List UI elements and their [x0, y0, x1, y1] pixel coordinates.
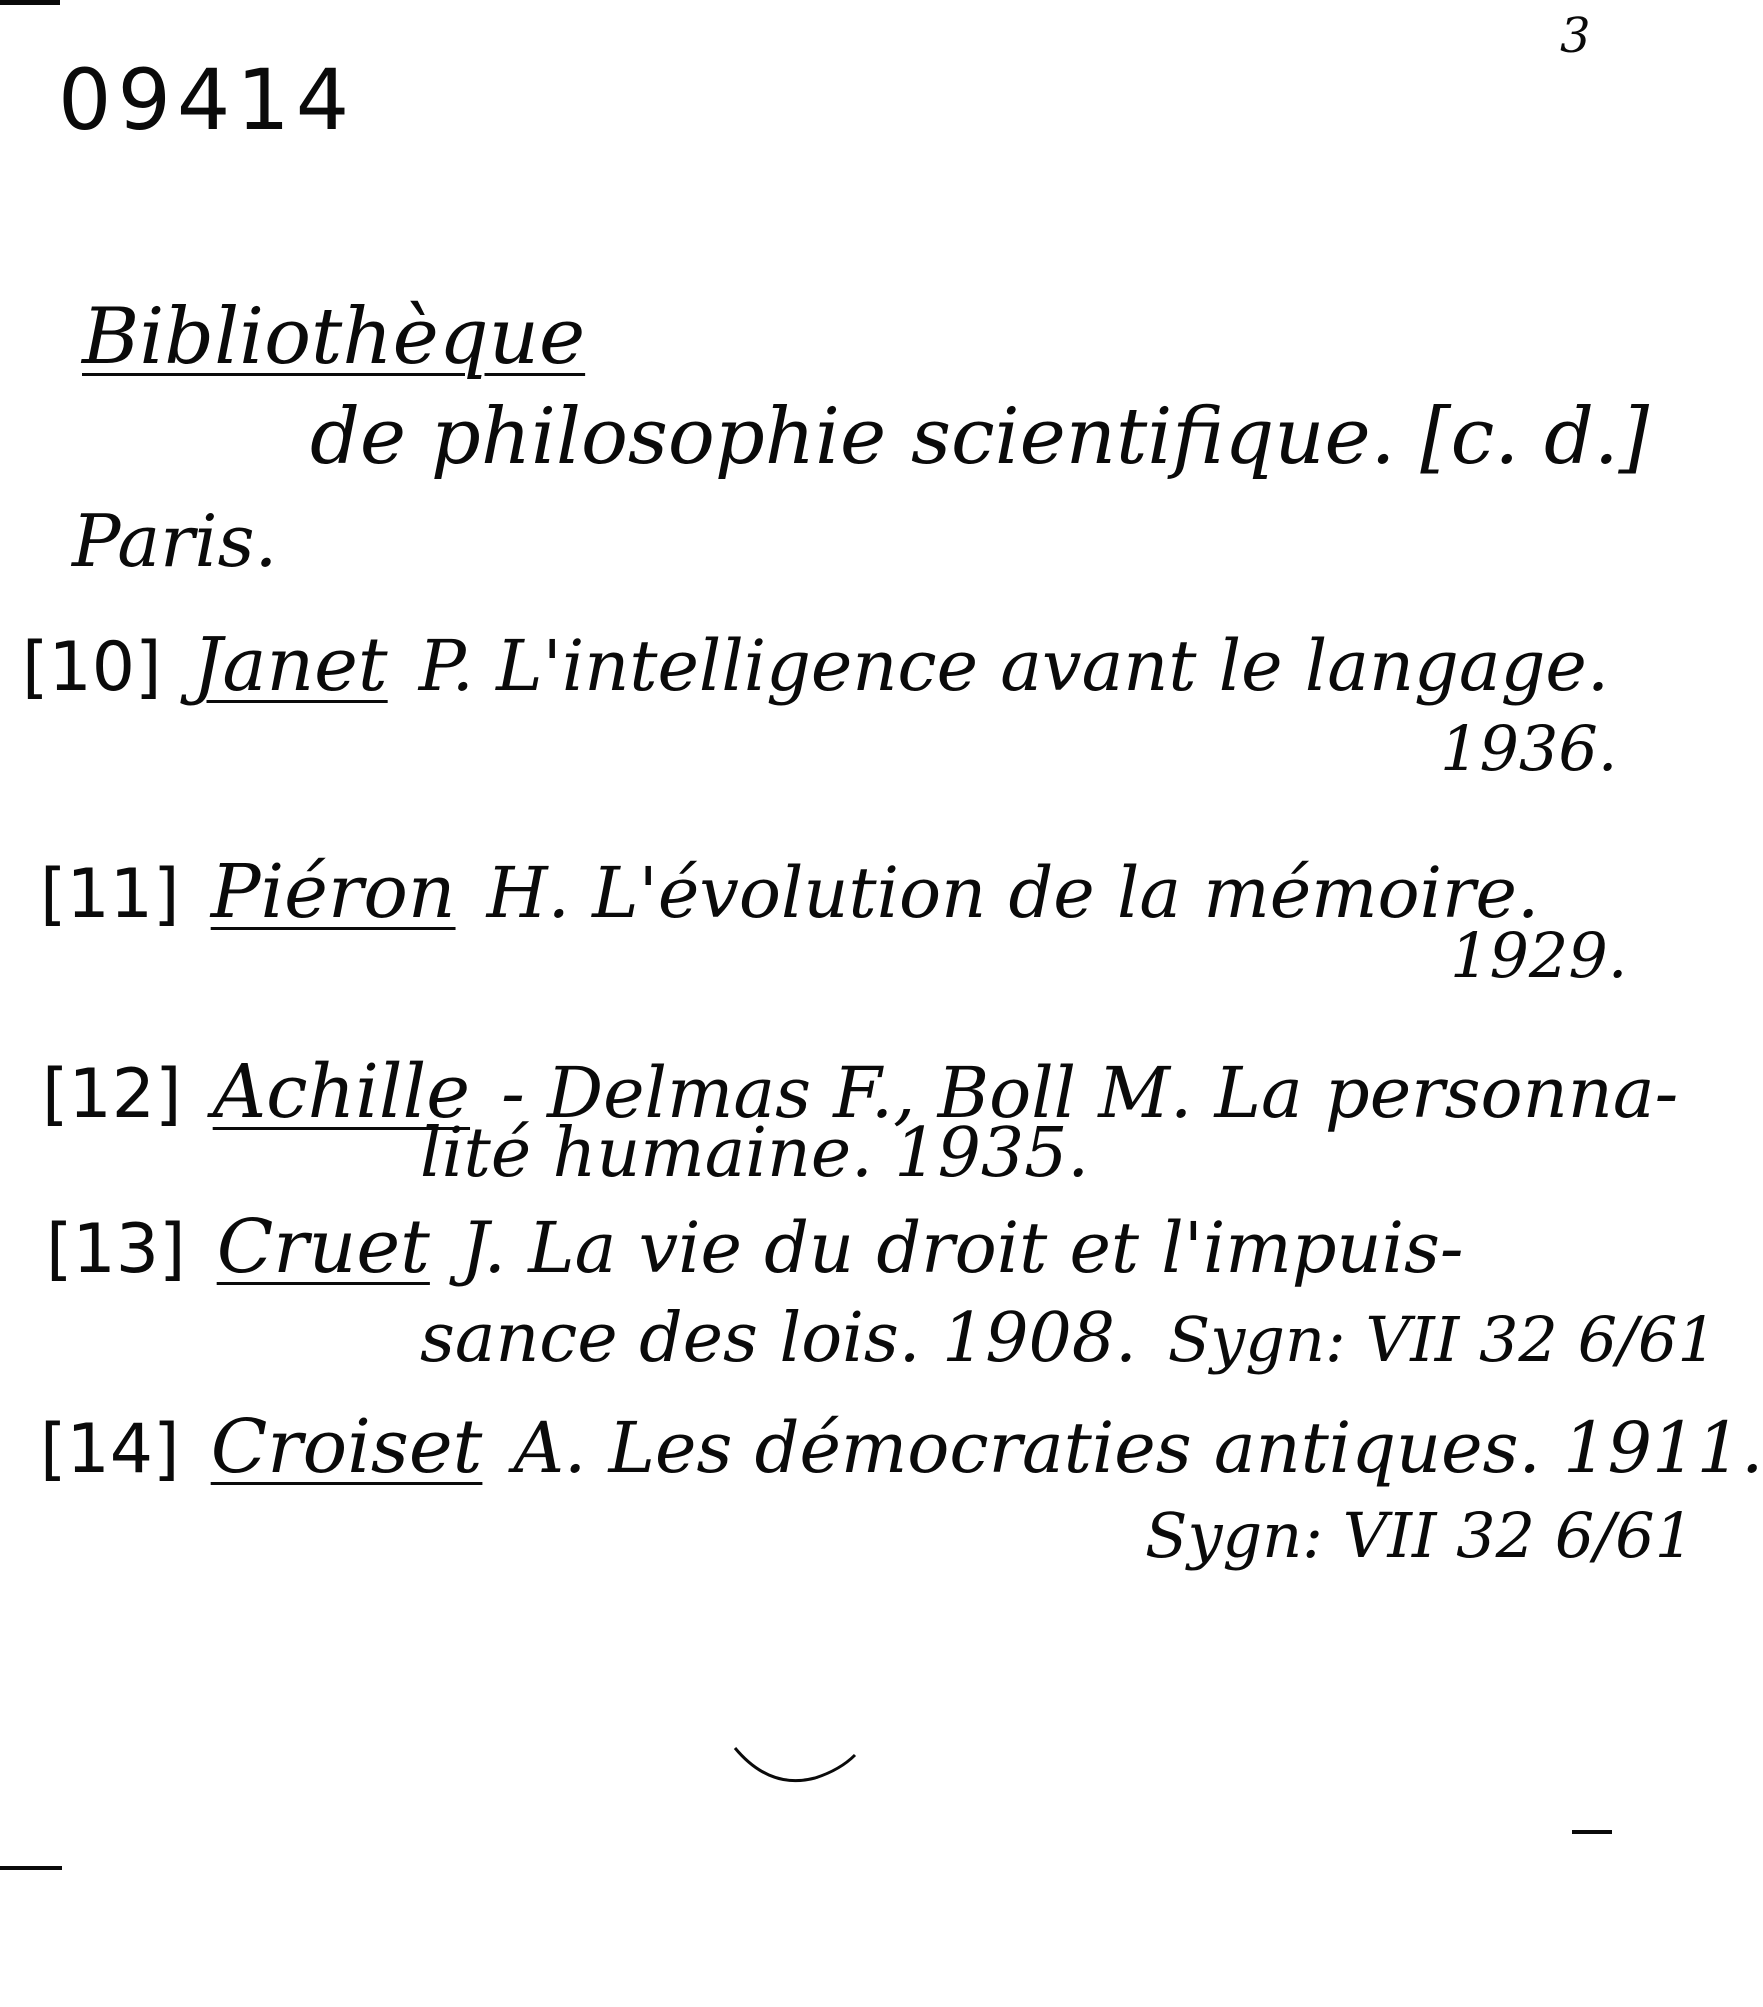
entry-author: Janet	[192, 622, 388, 708]
card-number: 09414	[58, 51, 356, 149]
entry-13-continuation	[420, 1299, 1717, 1378]
entry-10-continuation: 1936.	[1440, 712, 1618, 785]
entry-14	[40, 1404, 1763, 1490]
entry-10	[22, 622, 1610, 708]
entry-number: [12]	[42, 1055, 182, 1134]
pen-stroke-mark	[730, 1740, 860, 1800]
entry-11-continuation: 1929.	[1450, 919, 1628, 992]
entry-author: Achille	[212, 1049, 471, 1135]
entry-text: P. L'intelligence avant le langage.	[418, 625, 1610, 707]
entry-number: [13]	[46, 1210, 186, 1289]
entry-text: J. La vie du droit et l'impuis-	[460, 1207, 1464, 1289]
scan-edge-mark	[0, 0, 60, 5]
page-number: 3	[1560, 8, 1591, 64]
entry-author: Cruet	[216, 1204, 430, 1290]
series-title: Bibliothèque	[82, 292, 586, 382]
entry-number: [10]	[22, 628, 162, 707]
scan-edge-mark	[0, 1866, 62, 1870]
publication-place: Paris.	[72, 499, 278, 583]
entry-author: Piéron	[210, 849, 456, 935]
entry-author: Croiset	[210, 1404, 483, 1490]
shelf-signature: Sygn: VII 32 6/61	[1145, 1499, 1695, 1572]
entry-text: A. Les démocraties antiques. 1911.	[513, 1407, 1763, 1489]
series-subtitle: de philosophie scientifique. [c. d.]	[310, 392, 1650, 482]
entry-continuation-text: sance des lois. 1908.	[420, 1299, 1137, 1378]
entry-11	[40, 849, 1540, 935]
scan-edge-mark	[1572, 1830, 1612, 1834]
entry-text: H. L'évolution de la mémoire.	[486, 852, 1540, 934]
entry-text: - Delmas F., Boll M. La personna-	[501, 1052, 1679, 1134]
entry-number: [14]	[40, 1410, 180, 1489]
shelf-signature: Sygn: VII 32 6/61	[1167, 1303, 1717, 1376]
entry-number: [11]	[40, 855, 180, 934]
entry-13	[46, 1204, 1464, 1290]
entry-12-continuation: lité humaine. 1935.	[420, 1114, 1089, 1193]
